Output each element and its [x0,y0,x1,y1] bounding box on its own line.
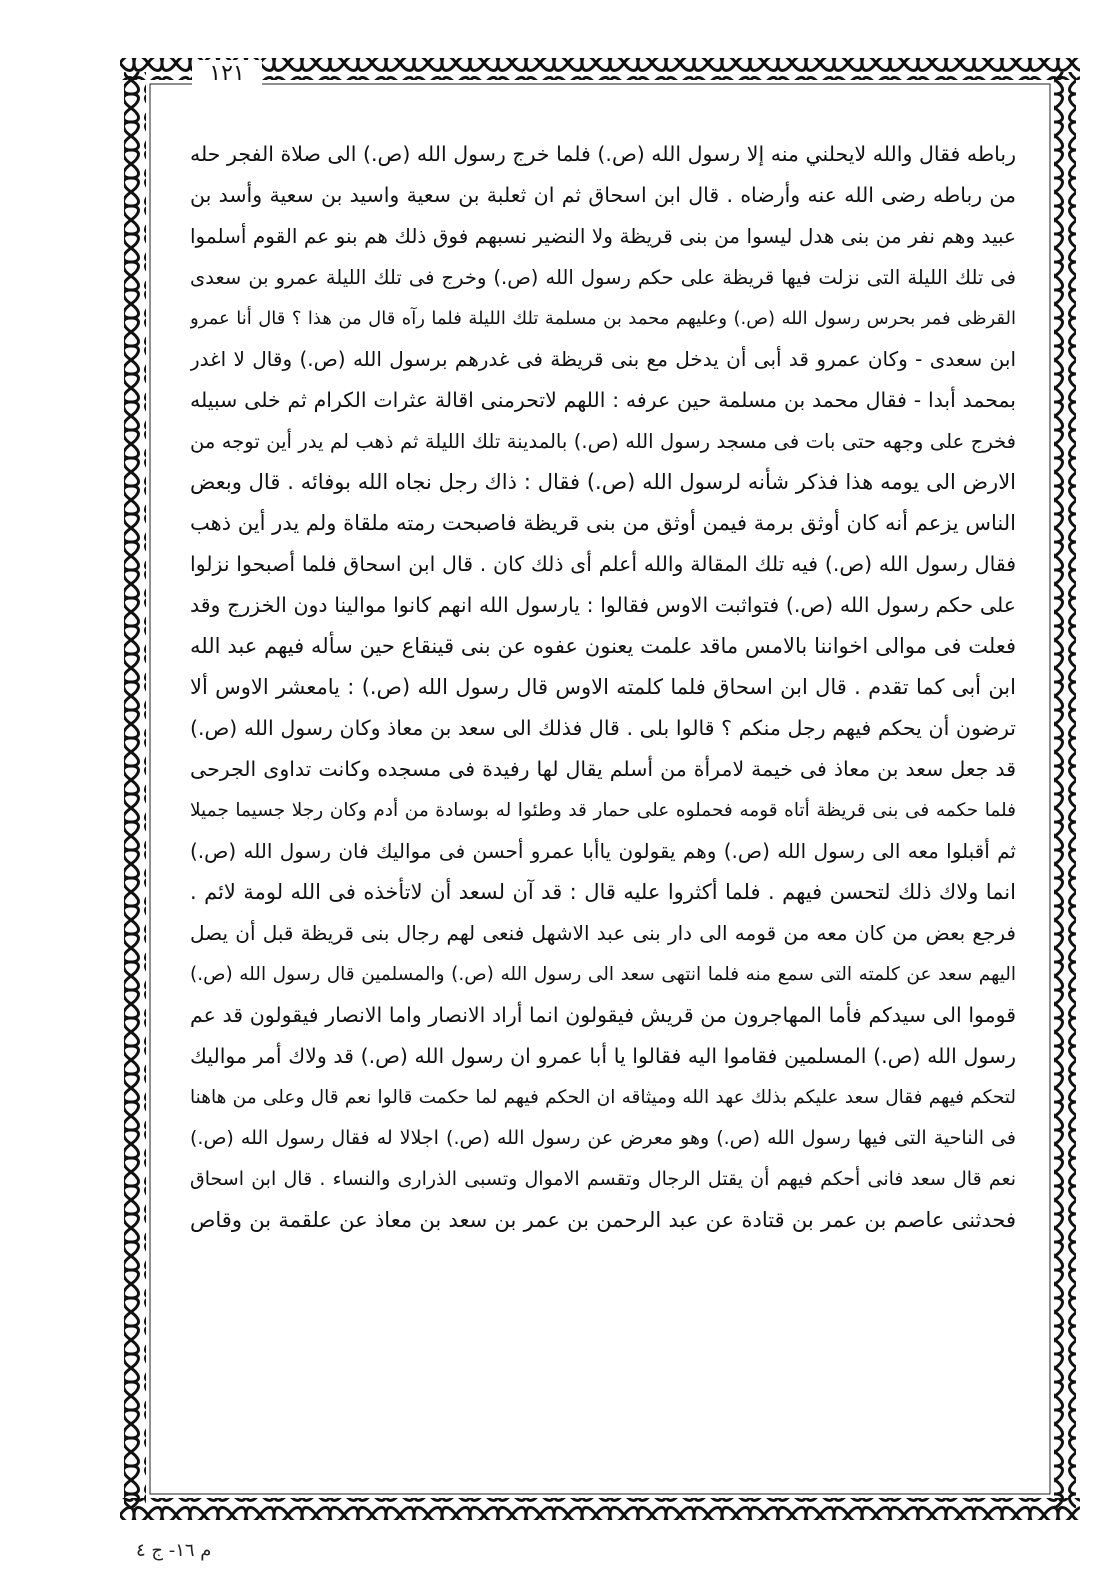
text-line: فحدثنى عاصم بن عمر بن قتادة عن عبد الرحمن بن عمر بن سعد بن معاذ عن علقمة بن وقاص [190,1208,1016,1232]
footer-signature: م ١٦- ج ٤ [136,1540,212,1561]
text-line: عبيد وهم نفر من بنى هدل ليسوا من بنى قريظة ولا النضير نسبهم فوق ذلك هم بنو عم القوم أسلموا [190,224,1016,248]
text-line: نعم قال سعد فانى أحكم فيهم أن يقتل الرجال وتقسم الاموال وتسبى الذرارى والنساء . قال ابن اسحاق [190,1168,1016,1190]
text-line: الارض الى يومه هذا فذكر شأنه لرسول الله (ص.) فقال : ذاك رجل نجاه الله بوفائه . قال وبعض [190,470,1016,494]
text-line: على حكم رسول الله (ص.) فتواثبت الاوس فقالوا : يارسول الله انهم كانوا موالينا دون الخزرج وقد [190,593,1016,617]
text-line: اليهم سعد عن كلمته التى سمع منه فلما انتهى سعد الى رسول الله (ص.) والمسلمين قال رسول الله (ص.) [190,964,1016,985]
text-line: ابن سعدى - وكان عمرو قد أبى أن يدخل مع بنى قريظة فى غدرهم برسول الله (ص.) وقال لا اغدر [190,347,1016,371]
text-line: قد جعل سعد بن معاذ فى خيمة لامرأة من أسلم يقال لها رفيدة فى مسجده وكانت تداوى الجرحى [190,757,1016,781]
text-line: قوموا الى سيدكم فأما المهاجرون من قريش فيقولون انما أراد الانصار واما الانصار فيقولون قد عم [190,1003,1016,1027]
text-line: رباطه فقال والله لايحلني منه إلا رسول الله (ص.) فلما خرج رسول الله (ص.) الى صلاة الفجر حله [190,142,1016,166]
text-line: فى تلك الليلة التى نزلت فيها قريظة على حكم رسول الله (ص.) وخرج فى تلك الليلة عمرو بن سعدى [190,266,1016,289]
text-line: من رباطه رضى الله عنه وأرضاه . قال ابن اسحاق ثم ان ثعلبة بن سعية واسيد بن سعية وأسد بن [190,183,1016,207]
text-line: بمحمد أبدا - فقال محمد بن مسلمة حين عرفه : اللهم لاتحرمنى اقالة عثرات الكرام ثم خلى سبيله [190,388,1016,412]
text-line: ابن أبى كما تقدم . قال ابن اسحاق فلما كلمته الاوس قال رسول الله (ص.) : يامعشر الاوس ألا [190,675,1016,699]
text-line: الناس يزعم أنه كان أوثق برمة فيمن أوثق من بنى قريظة فاصبحت رمته ملقاة ولم يدر أين ذهب [190,511,1016,535]
text-line: فعلت فى موالى اخواننا بالامس ماقد علمت يعنون عفوه عن بنى قينقاع حين سأله فيهم عبد الله [190,634,1016,658]
text-line: فقال رسول الله (ص.) فيه تلك المقالة والله أعلم أى ذلك كان . قال ابن اسحاق فلما أصبحوا نزلوا [190,552,1016,576]
page-body-text [190,134,1016,1478]
text-line: فخرج على وجهه حتى بات فى مسجد رسول الله (ص.) بالمدينة تلك الليلة ثم ذهب لم يدر أين توجه من [190,430,1016,453]
text-line: لتحكم فيهم فقال سعد عليكم بذلك عهد الله وميثاقه ان الحكم فيهم لما حكمت قالوا نعم قال وعلى من هاهنا [190,1087,1016,1108]
text-line: فلما حكمه فى بنى قريظة أتاه قومه فحملوه على حمار قد وطئوا له بوسادة من أدم وكان رجلا جسيما جميلا [190,800,1016,821]
text-line: رسول الله (ص.) المسلمين فقاموا اليه فقالوا يا أبا عمرو ان رسول الله (ص.) قد ولاك أمر مواليك [190,1044,1016,1068]
page-number: ١٢١ [192,60,262,88]
text-line: فى الناحية التى فيها رسول الله (ص.) وهو معرض عن رسول الله (ص.) اجلالا له فقال رسول الله (ص.) [190,1127,1016,1149]
text-line: ثم أقبلوا معه الى رسول الله (ص.) وهم يقولون ياأبا عمرو أحسن فى مواليك فان رسول الله (ص.) [190,839,1016,863]
text-line: القرظى فمر بحرس رسول الله (ص.) وعليهم محمد بن مسلمة تلك الليلة فلما رآه قال من هذا ؟ قال أنا عمرو [190,308,1016,329]
text-line: ترضون أن يحكم فيهم رجل منكم ؟ قالوا بلى . قال فذلك الى سعد بن معاذ وكان رسول الله (ص.) [190,716,1016,740]
text-line: فرجع بعض من كان معه من قومه الى دار بنى عبد الاشهل فنعى لهم رجال بنى قريظة قبل أن يصل [190,921,1016,945]
text-line: انما ولاك ذلك لتحسن فيهم . فلما أكثروا عليه قال : قد آن لسعد أن لاتأخذه فى الله لومة لائم . [190,880,1016,904]
